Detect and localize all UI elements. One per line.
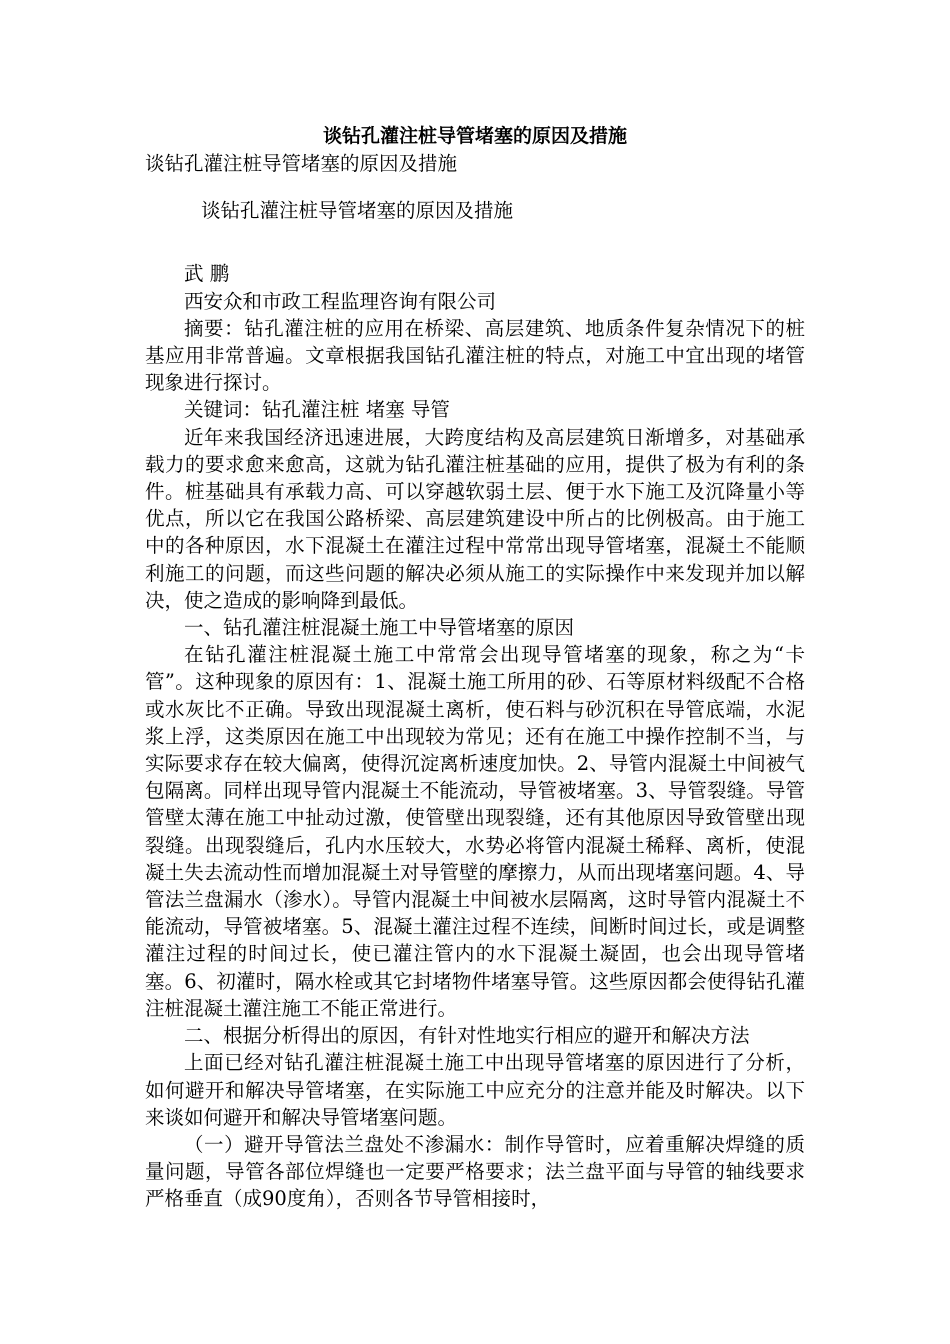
document-title: 谈钻孔灌注桩导管堵塞的原因及措施	[322, 125, 627, 147]
section-1-paragraph: 在钻孔灌注桩混凝土施工中常常会出现导管堵塞的现象，称之为“卡管”。这种现象的原因有：1、混凝土施工所用的砂、石等原材料级配不合格或水灰比不正确。导致出现混凝土离析，使石料与砂沉积在导管底端，水泥浆上浮，这类原因在施工中出现较为常见；还有在施工中操作控制不当，与实际要求存在较大偏离，使得沉淀离析速度加快。2、导管内混凝土中间被气包隔离。同样出现导管内混凝土不能流动，导管被堵塞。3、导管裂缝。导管管壁太薄在施工中扯动过激，使管壁出现裂缝，还有其他原因导致管壁出现裂缝。出现裂缝后，孔内水压较大，水势必将管内混凝土稀释、离析，使混凝土失去流动性而增加混凝土对导管壁的摩擦力，从而出现堵塞问题。4、导管法兰盘漏水（渗水）。导管内混凝土中间被水层隔离，这时导管内混凝土不能流动，导管被堵塞。5、混凝土灌注过程不连续，间断时间过长，或是调整灌注过程的时间过长，使已灌注管内的水下混凝土凝固，也会出现导管堵塞。6、初灌时，隔水栓或其它封堵物件堵塞导管。这些原因都会使得钻孔灌注桩混凝土灌注施工不能正常进行。	[145, 643, 805, 1020]
inner-title: 谈钻孔灌注桩导管堵塞的原因及措施	[201, 199, 514, 223]
author: 武 鹏	[184, 262, 230, 286]
keywords: 关键词：钻孔灌注桩 堵塞 导管	[184, 398, 450, 422]
document-body	[145, 150, 805, 1213]
intro-paragraph: 近年来我国经济迅速进展，大跨度结构及高层建筑日渐增多，对基础承载力的要求愈来愈高，这就为钻孔灌注桩基础的应用，提供了极为有利的条件。桩基础具有承载力高、可以穿越软弱土层、便于水下施工及沉降量小等优点，所以它在我国公路桥梁、高层建筑建设中所占的比例极高。由于施工中的各种原因，水下混凝土在灌注过程中常常出现导管堵塞，混凝土不能顺利施工的问题，而这些问题的解决必须从施工的实际操作中来发现并加以解决，使之造成的影响降到最低。	[145, 425, 805, 612]
abstract: 摘要：钻孔灌注桩的应用在桥梁、高层建筑、地质条件复杂情况下的桩基应用非常普遍。文章根据我国钻孔灌注桩的特点，对施工中宜出现的堵管现象进行探讨。	[145, 316, 805, 395]
subtitle-line: 谈钻孔灌注桩导管堵塞的原因及措施	[145, 152, 458, 175]
section-heading-1: 一、钻孔灌注桩混凝土施工中导管堵塞的原因	[184, 616, 575, 640]
section-2-item-1: （一）避开导管法兰盘处不渗漏水：制作导管时，应着重解决焊缝的质量问题，导管各部位焊缝也一定要严格要求；法兰盘平面与导管的轴线要求严格垂直（成90度角），否则各节导管相接时，	[145, 1132, 805, 1211]
organization: 西安众和市政工程监理咨询有限公司	[184, 289, 497, 313]
section-heading-2: 二、根据分析得出的原因，有针对性地实行相应的避开和解决方法	[184, 1024, 750, 1048]
section-2-paragraph: 上面已经对钻孔灌注桩混凝土施工中出现导管堵塞的原因进行了分析，如何避开和解决导管堵塞，在实际施工中应充分的注意并能及时解决。以下来谈如何避开和解决导管堵塞问题。	[145, 1051, 805, 1129]
